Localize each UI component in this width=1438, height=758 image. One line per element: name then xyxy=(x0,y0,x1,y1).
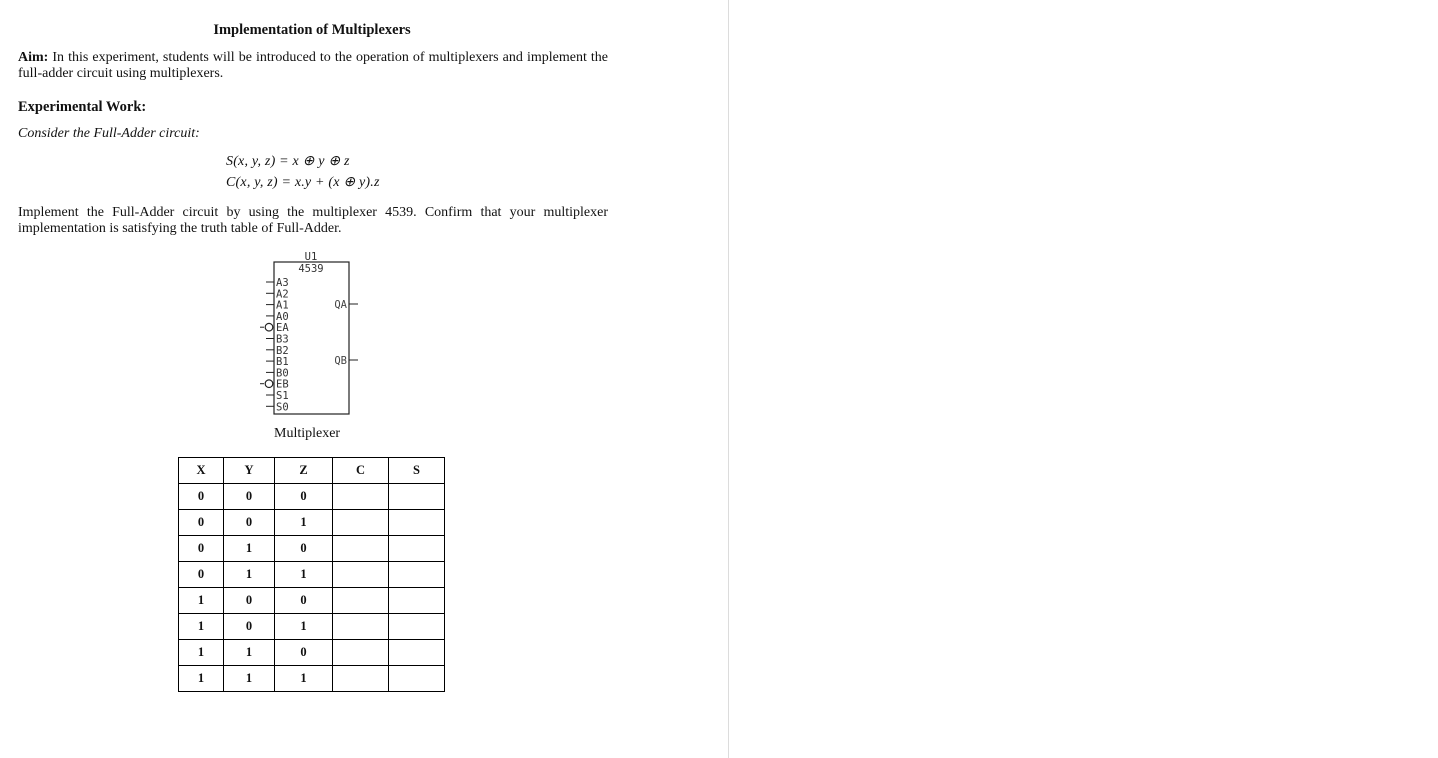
mux-pin-label-b2: B2 xyxy=(276,344,289,357)
truth-table-row xyxy=(179,562,445,588)
truth-table-cell-y: 1 xyxy=(224,640,275,666)
truth-table-cell-z: 0 xyxy=(275,640,333,666)
truth-table-cell-z: 1 xyxy=(275,510,333,536)
mux-part: 4539 xyxy=(298,263,324,275)
mux-output-label-qb: QB xyxy=(334,355,347,367)
mux-pin-label-a0: A0 xyxy=(276,310,289,323)
mux-pin-label-b1: B1 xyxy=(276,356,289,369)
truth-table-cell-y: 0 xyxy=(224,484,275,510)
mux-pin-label-a2: A2 xyxy=(276,288,289,301)
truth-table-header-row xyxy=(179,458,445,484)
mux-pin-label-s1: S1 xyxy=(276,390,289,402)
multiplexer-schematic xyxy=(250,248,370,420)
mux-output-label-qa: QA xyxy=(334,299,347,311)
truth-table-cell-x: 0 xyxy=(179,536,224,562)
truth-table-cell-c xyxy=(333,536,389,562)
truth-table-row xyxy=(179,588,445,614)
truth-table-cell-s xyxy=(389,666,445,692)
truth-table-cell-y: 1 xyxy=(224,536,275,562)
truth-table-cell-s xyxy=(389,640,445,666)
sum-equation: S(x, y, z) = x ⊕ y ⊕ z xyxy=(226,154,350,169)
mux-pin-label-s0: S0 xyxy=(276,401,289,414)
truth-table-row xyxy=(179,484,445,510)
truth-table-row xyxy=(179,640,445,666)
truth-table-cell-c xyxy=(333,640,389,666)
header-x: X xyxy=(179,458,224,484)
truth-table-cell-x: 0 xyxy=(179,484,224,510)
aim-text: In this experiment, students will be introduced to the operation of multiplexers and implement the full-adder circuit using multiplexers. xyxy=(18,50,608,81)
truth-table-cell-s xyxy=(389,588,445,614)
truth-table-row xyxy=(179,536,445,562)
truth-table-cell-s xyxy=(389,484,445,510)
mux-pin-label-ea: EA xyxy=(276,322,289,335)
mux-inversion-bubble-ea xyxy=(265,323,273,331)
truth-table-cell-y: 0 xyxy=(224,588,275,614)
implement-paragraph: Implement the Full-Adder circuit by using the multiplexer 4539. Confirm that your multiplexer implementation is satisfying the truth table of Full-Adder. xyxy=(18,205,608,236)
aim-label: Aim: xyxy=(18,50,49,65)
truth-table-cell-x: 1 xyxy=(179,614,224,640)
truth-table-cell-z: 1 xyxy=(275,614,333,640)
truth-table xyxy=(178,457,445,692)
header-s: S xyxy=(389,458,445,484)
truth-table-cell-x: 1 xyxy=(179,666,224,692)
mux-pin-label-a1: A1 xyxy=(276,299,289,312)
truth-table-cell-c xyxy=(333,562,389,588)
truth-table-cell-y: 0 xyxy=(224,614,275,640)
truth-table-cell-c xyxy=(333,588,389,614)
truth-table-cell-z: 0 xyxy=(275,588,333,614)
truth-table-cell-z: 0 xyxy=(275,484,333,510)
page-title: Implementation of Multiplexers xyxy=(213,22,411,38)
truth-table-cell-z: 1 xyxy=(275,562,333,588)
truth-table-cell-y: 1 xyxy=(224,562,275,588)
mux-pin-label-b3: B3 xyxy=(276,333,289,346)
truth-table-cell-x: 0 xyxy=(179,562,224,588)
truth-table-cell-s xyxy=(389,510,445,536)
truth-table-cell-s xyxy=(389,536,445,562)
aim-paragraph xyxy=(18,50,608,82)
truth-table-row xyxy=(179,510,445,536)
truth-table-cell-z: 1 xyxy=(275,666,333,692)
truth-table-row xyxy=(179,614,445,640)
truth-table-cell-y: 0 xyxy=(224,510,275,536)
mux-inversion-bubble-eb xyxy=(265,380,273,388)
truth-table-cell-c xyxy=(333,614,389,640)
truth-table-cell-y: 1 xyxy=(224,666,275,692)
truth-table-cell-c xyxy=(333,666,389,692)
mux-ref: U1 xyxy=(304,251,318,263)
truth-table-cell-c xyxy=(333,510,389,536)
truth-table-row xyxy=(179,666,445,692)
experimental-work-heading: Experimental Work: xyxy=(18,99,147,115)
mux-pin-label-a3: A3 xyxy=(276,277,289,289)
truth-table-cell-c xyxy=(333,484,389,510)
header-y: Y xyxy=(224,458,275,484)
truth-table-cell-z: 0 xyxy=(275,536,333,562)
mux-caption: Multiplexer xyxy=(274,426,341,441)
header-z: Z xyxy=(275,458,333,484)
mux-pin-label-b0: B0 xyxy=(276,367,289,380)
page-divider xyxy=(728,0,729,758)
truth-table-cell-s xyxy=(389,614,445,640)
header-c: C xyxy=(333,458,389,484)
truth-table-cell-x: 1 xyxy=(179,640,224,666)
consider-text: Consider the Full-Adder circuit: xyxy=(18,126,200,141)
truth-table-cell-x: 1 xyxy=(179,588,224,614)
truth-table-cell-x: 0 xyxy=(179,510,224,536)
carry-equation: C(x, y, z) = x.y + (x ⊕ y).z xyxy=(226,175,380,190)
mux-pin-label-eb: EB xyxy=(276,378,289,391)
truth-table-cell-s xyxy=(389,562,445,588)
